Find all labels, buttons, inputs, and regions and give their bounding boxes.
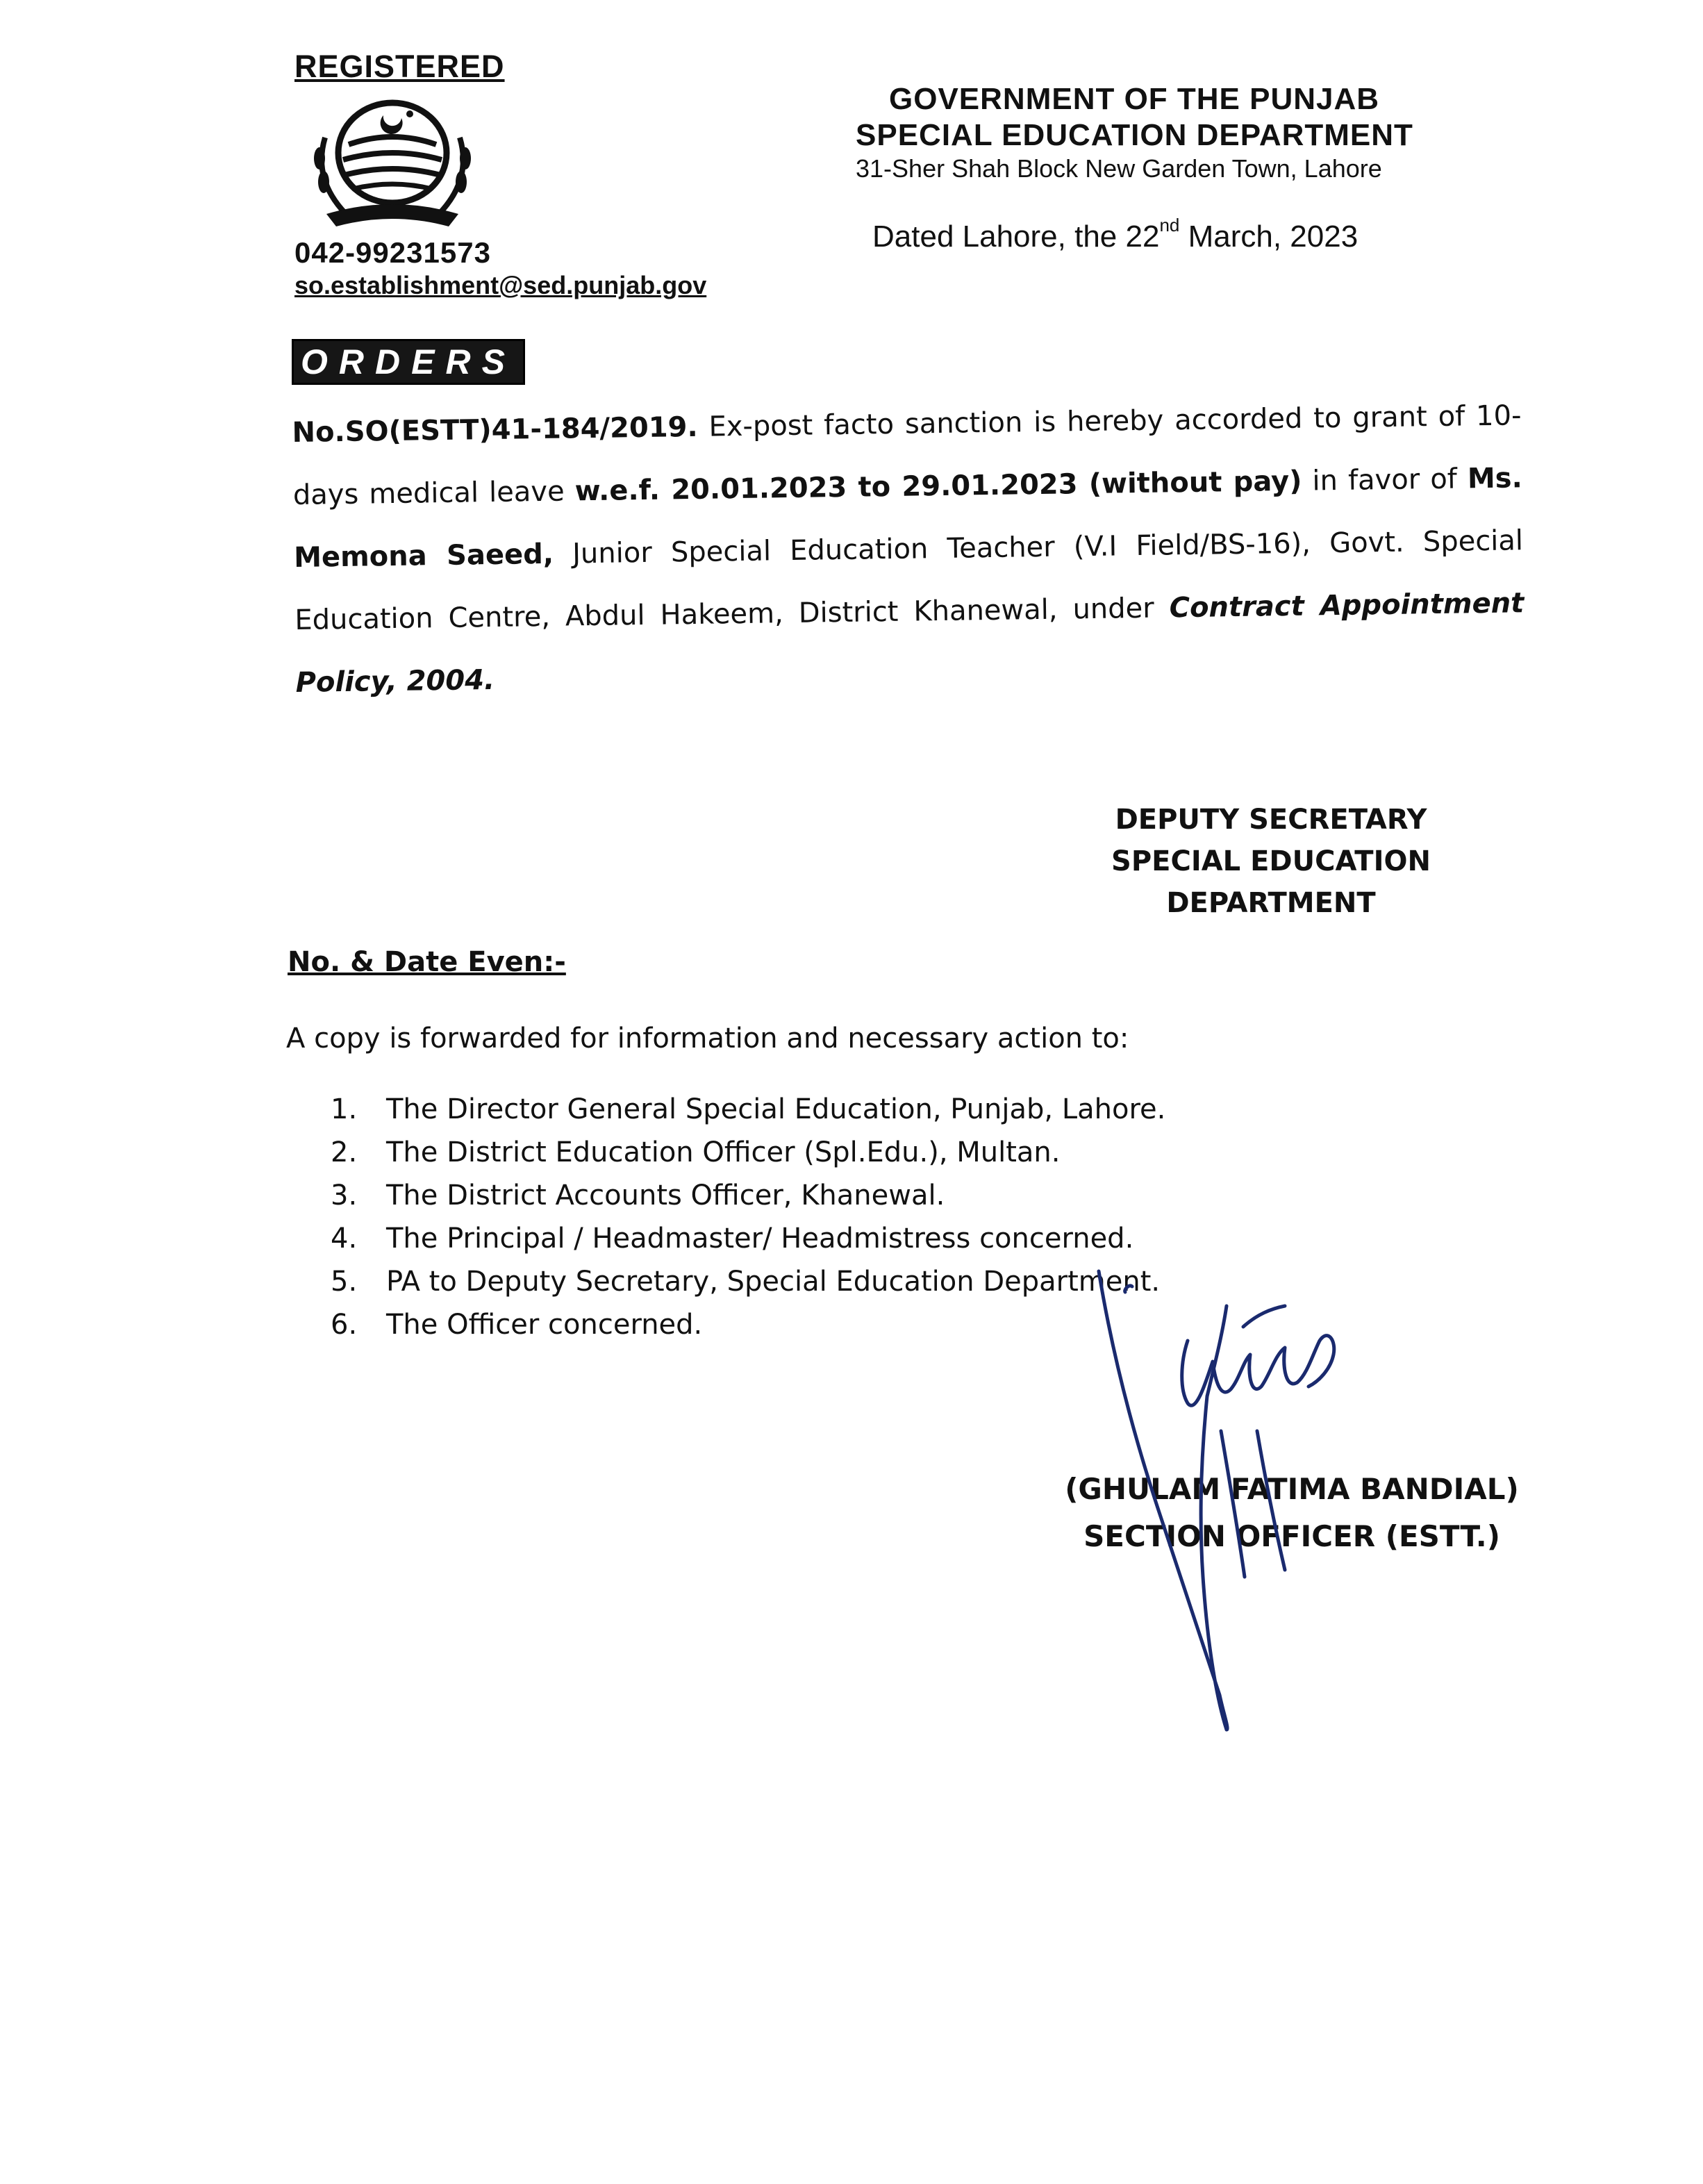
department-title: SPECIAL EDUCATION DEPARTMENT <box>856 118 1413 152</box>
officer-name: (GHULAM FATIMA BANDIAL) <box>1065 1472 1519 1506</box>
number-date-even-heading: No. & Date Even:- <box>288 946 566 978</box>
department-address: 31-Sher Shah Block New Garden Town, Lahore <box>856 154 1382 183</box>
signature-icon <box>1083 1250 1375 1751</box>
government-title: GOVERNMENT OF THE PUNJAB <box>889 82 1380 116</box>
list-item-text: The District Accounts Officer, Khanewal. <box>386 1180 945 1211</box>
employee-name: Ms. Memona Saeed, <box>293 462 1523 574</box>
list-item <box>331 1217 1165 1260</box>
leave-period: w.e.f. 20.01.2023 to 29.01.2023 (without pay) <box>574 465 1302 508</box>
deputy-line-3: DEPARTMENT <box>1166 887 1376 919</box>
list-item-number: 2. <box>331 1136 358 1168</box>
phone-number: 042-99231573 <box>294 236 491 269</box>
list-item-text: The District Education Officer (Spl.Edu.), Multan. <box>386 1136 1061 1168</box>
list-item-text: PA to Deputy Secretary, Special Education Department. <box>386 1266 1161 1298</box>
dated-superscript: nd <box>1159 215 1180 235</box>
order-number: No.SO(ESTT)41-184/2019. <box>292 411 698 449</box>
list-item <box>331 1131 1165 1174</box>
list-item-number: 6. <box>331 1309 358 1341</box>
officer-title: SECTION OFFICER (ESTT.) <box>1083 1519 1500 1553</box>
order-text-1: Ex-post facto sanction is hereby accorded to grant of 10-days medical leave <box>292 399 1522 511</box>
list-item-text: The Officer concerned. <box>386 1309 703 1341</box>
deputy-secretary-block <box>1097 799 1445 924</box>
list-item-number: 4. <box>331 1223 358 1255</box>
list-item-text: The Director General Special Education, Punjab, Lahore. <box>386 1093 1166 1125</box>
orders-banner: ORDERS <box>292 339 525 385</box>
list-item-number: 5. <box>331 1266 358 1298</box>
list-item-text: The Principal / Headmaster/ Headmistress concerned. <box>386 1223 1134 1255</box>
punjab-government-emblem-icon <box>299 96 486 235</box>
order-text-3: Junior Special Education Teacher (V.I Field/BS-16), Govt. Special Education Centre, Abdul Hakeem, District Khanewal, under <box>294 524 1524 636</box>
dated-suffix: March, 2023 <box>1179 220 1359 254</box>
copy-intro: A copy is forwarded for information and necessary action to: <box>286 1023 1129 1054</box>
dated-prefix: Dated Lahore, the 22 <box>872 220 1160 254</box>
deputy-line-2: SPECIAL EDUCATION <box>1111 845 1431 877</box>
distribution-list <box>331 1088 1165 1346</box>
policy-reference: Contract Appointment Policy, 2004. <box>295 587 1525 699</box>
list-item-number: 1. <box>331 1093 358 1125</box>
order-text-2: in favor of <box>1302 463 1468 497</box>
list-item <box>331 1260 1165 1303</box>
dated-line <box>872 215 1359 254</box>
email-address: so.establishment@sed.punjab.gov <box>294 271 707 299</box>
list-item <box>331 1088 1165 1131</box>
deputy-line-1: DEPUTY SECRETARY <box>1115 804 1427 836</box>
list-item-number: 3. <box>331 1180 358 1211</box>
list-item <box>331 1303 1165 1346</box>
registered-label: REGISTERED <box>294 49 505 84</box>
order-paragraph <box>292 384 1525 714</box>
list-item <box>331 1174 1165 1217</box>
